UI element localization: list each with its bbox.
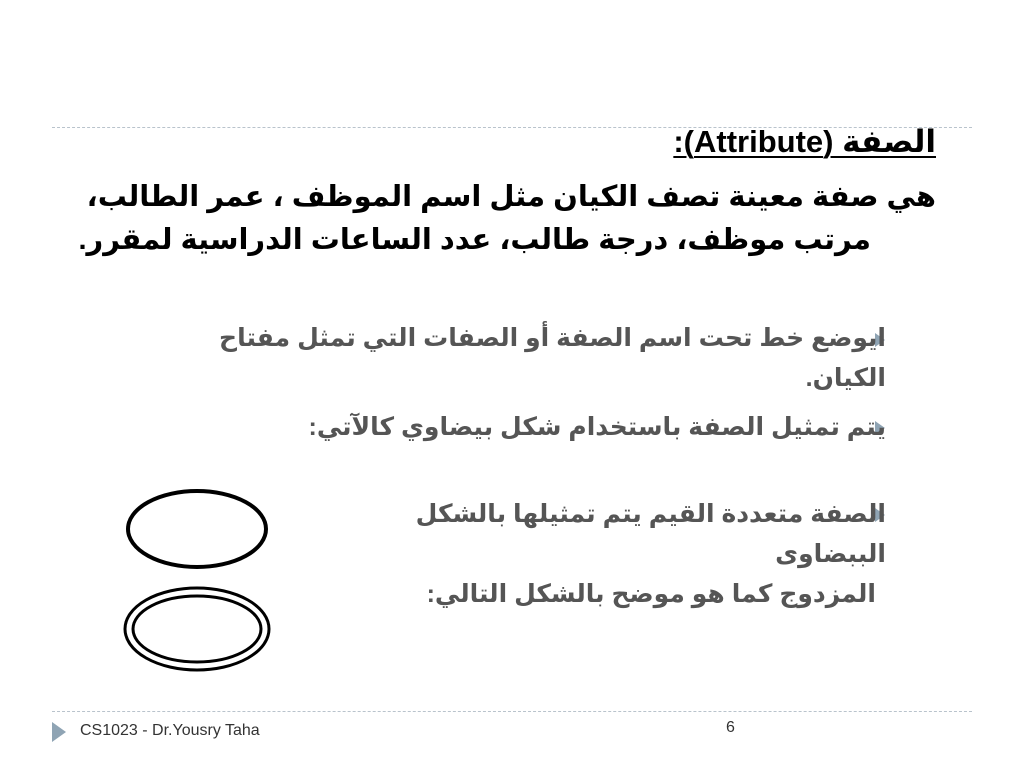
footer-arrow-icon [52,722,66,742]
definition-line-1: هي صفة معينة تصف الكيان مثل اسم الموظف ، عمر الطالب، [86,181,936,213]
bullet-text-line-2: المزدوج كما هو موضح بالشكل التالي: [426,580,876,608]
bullet-item-primary-key [156,318,886,398]
definition-text [78,176,936,262]
bullet-text-line-1: الصفة متعددة القيم يتم تمثيلها بالشكل الببضاوى [415,500,886,568]
bullet-item-ellipse [156,407,886,447]
bottom-divider [52,711,972,712]
footer-course-info: CS1023 - Dr.Yousry Taha [80,722,260,739]
bullet-text: يتم تمثيل الصفة باستخدام شكل بيضاوي كالآتي: [308,413,886,441]
bullet-text: ايوضع خط تحت اسم الصفة أو الصفات التي تمثل مفتاح الكيان. [219,324,886,392]
slide-title: الصفة (Attribute): [673,124,936,159]
page-number: 6 [726,719,735,736]
bullet-item-multivalued [326,494,886,614]
single-ellipse-shape [124,486,270,574]
definition-line-2: مرتب موظف، درجة طالب، عدد الساعات الدراسية لمقرر. [78,224,871,256]
double-ellipse-shape [122,585,272,675]
